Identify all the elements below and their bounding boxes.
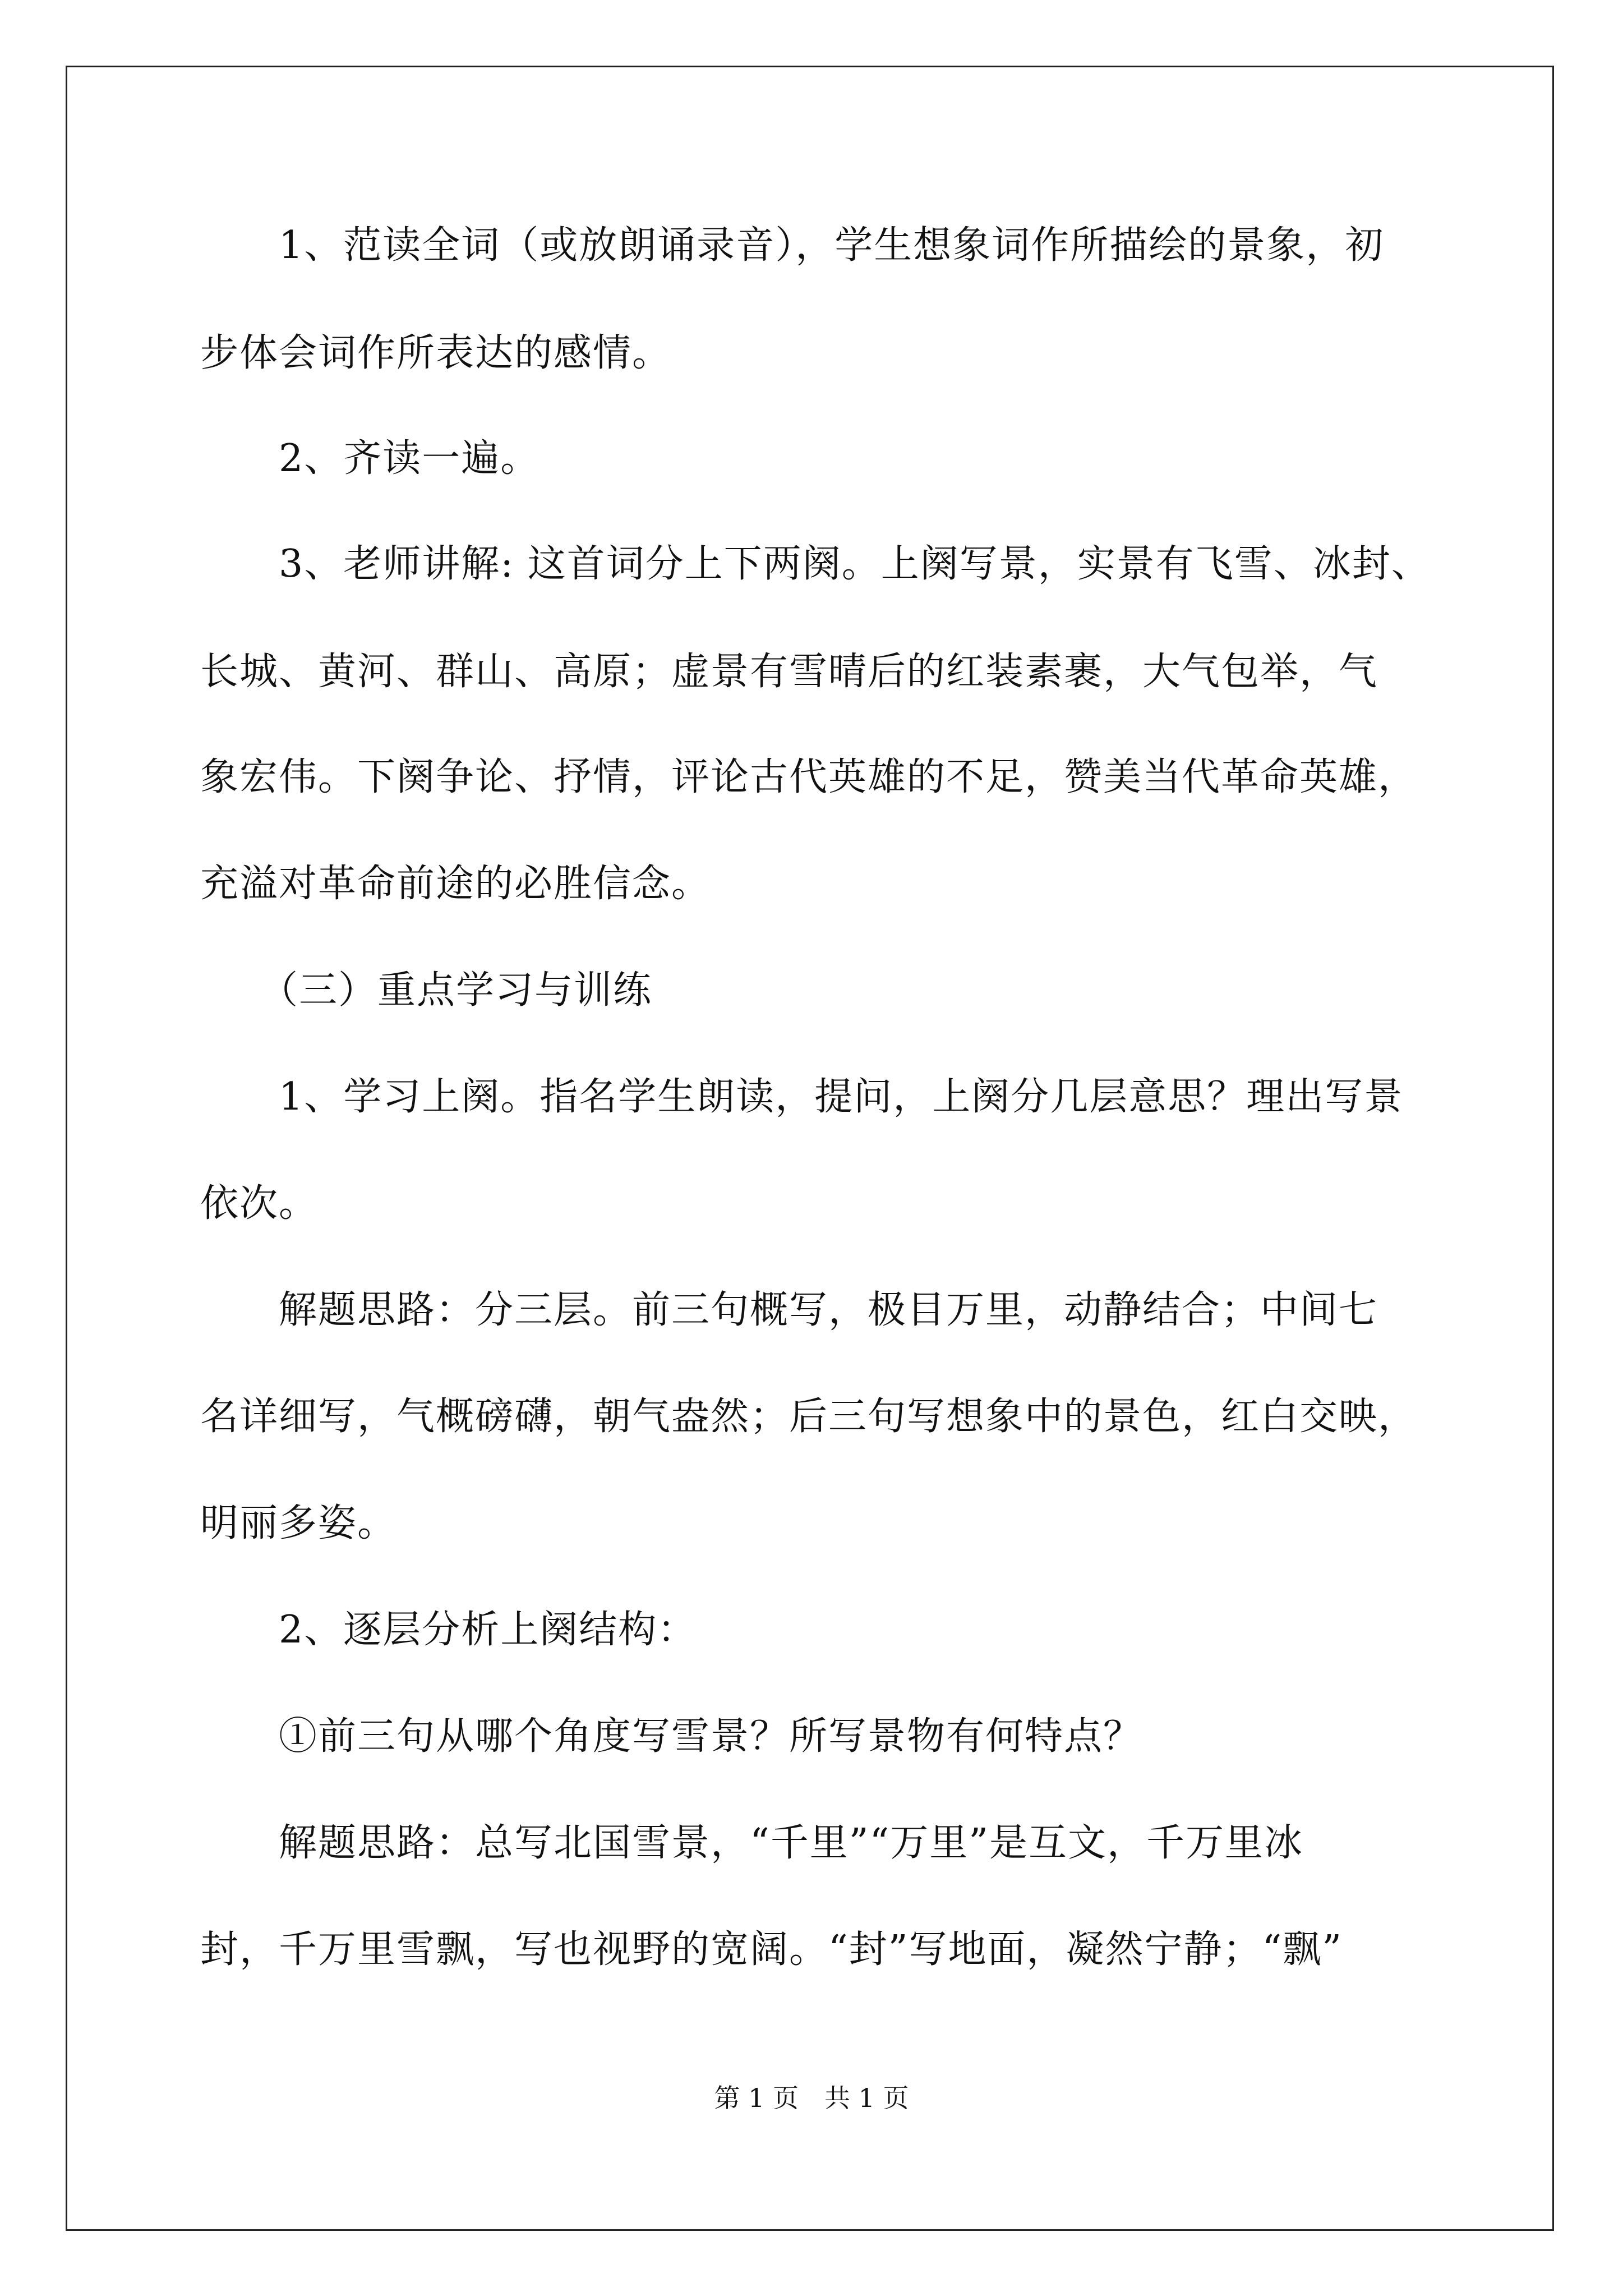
text-line: ①前三句从哪个角度写雪景？所写景物有何特点？ bbox=[200, 1714, 1143, 1759]
text-line: 解题思路：分三层。前三句概写，极目万里，动静结合；中间七 bbox=[200, 1288, 1378, 1332]
text-line: 象宏伟。下阕争论、抒情，评论古代英雄的不足，赞美当代革命英雄， bbox=[200, 755, 1418, 799]
text-line: 名详细写，气概磅礴，朝气盎然；后三句写想象中的景色，红白交映， bbox=[200, 1395, 1418, 1439]
text-line: 明丽多姿。 bbox=[200, 1501, 397, 1545]
text-line: 解题思路：总写北国雪景，“千里”“万里”是互文，千万里冰 bbox=[200, 1821, 1304, 1865]
text-line: 封，千万里雪飘，写也视野的宽阔。“封”写地面，凝然宁静；“飘” bbox=[200, 1927, 1343, 1972]
text-line: 依次。 bbox=[200, 1181, 319, 1226]
text-line: 2、齐读一遍。 bbox=[200, 436, 540, 481]
text-line: 长城、黄河、群山、高原；虚景有雪晴后的红装素裹，大气包举，气 bbox=[200, 650, 1378, 694]
text-line: 1、学习上阕。指名学生朗读，提问，上阕分几层意思？理出写景 bbox=[200, 1075, 1404, 1119]
text-line: 充溢对革命前途的必胜信念。 bbox=[200, 862, 711, 906]
text-line: 3、老师讲解: 这首词分上下两阕。上阕写景，实景有飞雪、冰封、 bbox=[200, 542, 1431, 586]
text-line: 2、逐层分析上阕结构： bbox=[200, 1608, 697, 1652]
page-number: 第 1 页 共 1 页 bbox=[714, 2083, 909, 2113]
text-line: 1、范读全词（或放朗诵录音），学生想象词作所描绘的景象，初 bbox=[200, 223, 1385, 268]
page-footer bbox=[0, 2081, 1623, 2115]
page-frame bbox=[66, 66, 1554, 2231]
section-heading: （三）重点学习与训练 bbox=[200, 968, 653, 1013]
text-line: 步体会词作所表达的感情。 bbox=[200, 331, 672, 375]
